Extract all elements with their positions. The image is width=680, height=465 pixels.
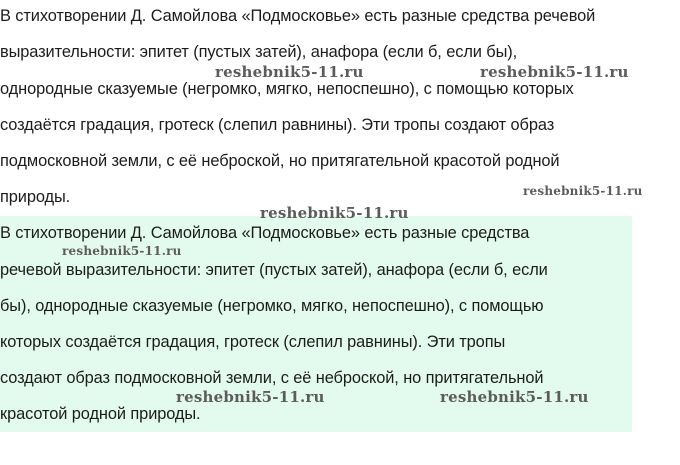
paragraph-line: создаётся градация, гротеск (слепил равнины). Эти тропы создают образ [0,116,555,134]
paragraph-line: подмосковной земли, с её неброской, но притягательной красотой родной [0,152,560,170]
watermark: reshebnik5-11.ru [440,388,589,406]
watermark: reshebnik5-11.ru [62,244,182,258]
paragraph-line: бы), однородные сказуемые (негромко, мягко, непоспешно), с помощью [0,297,544,315]
paragraph-line: выразительности: эпитет (пустых затей), анафора (если б, если бы), [0,43,518,61]
paragraph-line: которых создаётся градация, гротеск (слепил равнины). Эти тропы [0,333,506,351]
paragraph-line: создают образ подмосковной земли, с её неброской, но притягательной [0,369,544,387]
paragraph-line: красотой родной природы. [0,405,201,423]
answer-paragraph-1 [0,0,680,212]
watermark: reshebnik5-11.ru [260,204,409,222]
watermark: reshebnik5-11.ru [176,388,325,406]
paragraph-line: В стихотворении Д. Самойлова «Подмосковье» есть разные средства [0,224,530,242]
watermark: reshebnik5-11.ru [480,63,629,81]
paragraph-line: однородные сказуемые (негромко, мягко, непоспешно), с помощью которых [0,80,574,98]
paragraph-line: В стихотворении Д. Самойлова «Подмосковье» есть разные средства речевой [0,7,596,25]
watermark: reshebnik5-11.ru [215,63,364,81]
paragraph-line: природы. [0,188,71,206]
watermark: reshebnik5-11.ru [523,184,643,198]
paragraph-line: речевой выразительности: эпитет (пустых затей), анафора (если б, если [0,261,548,279]
